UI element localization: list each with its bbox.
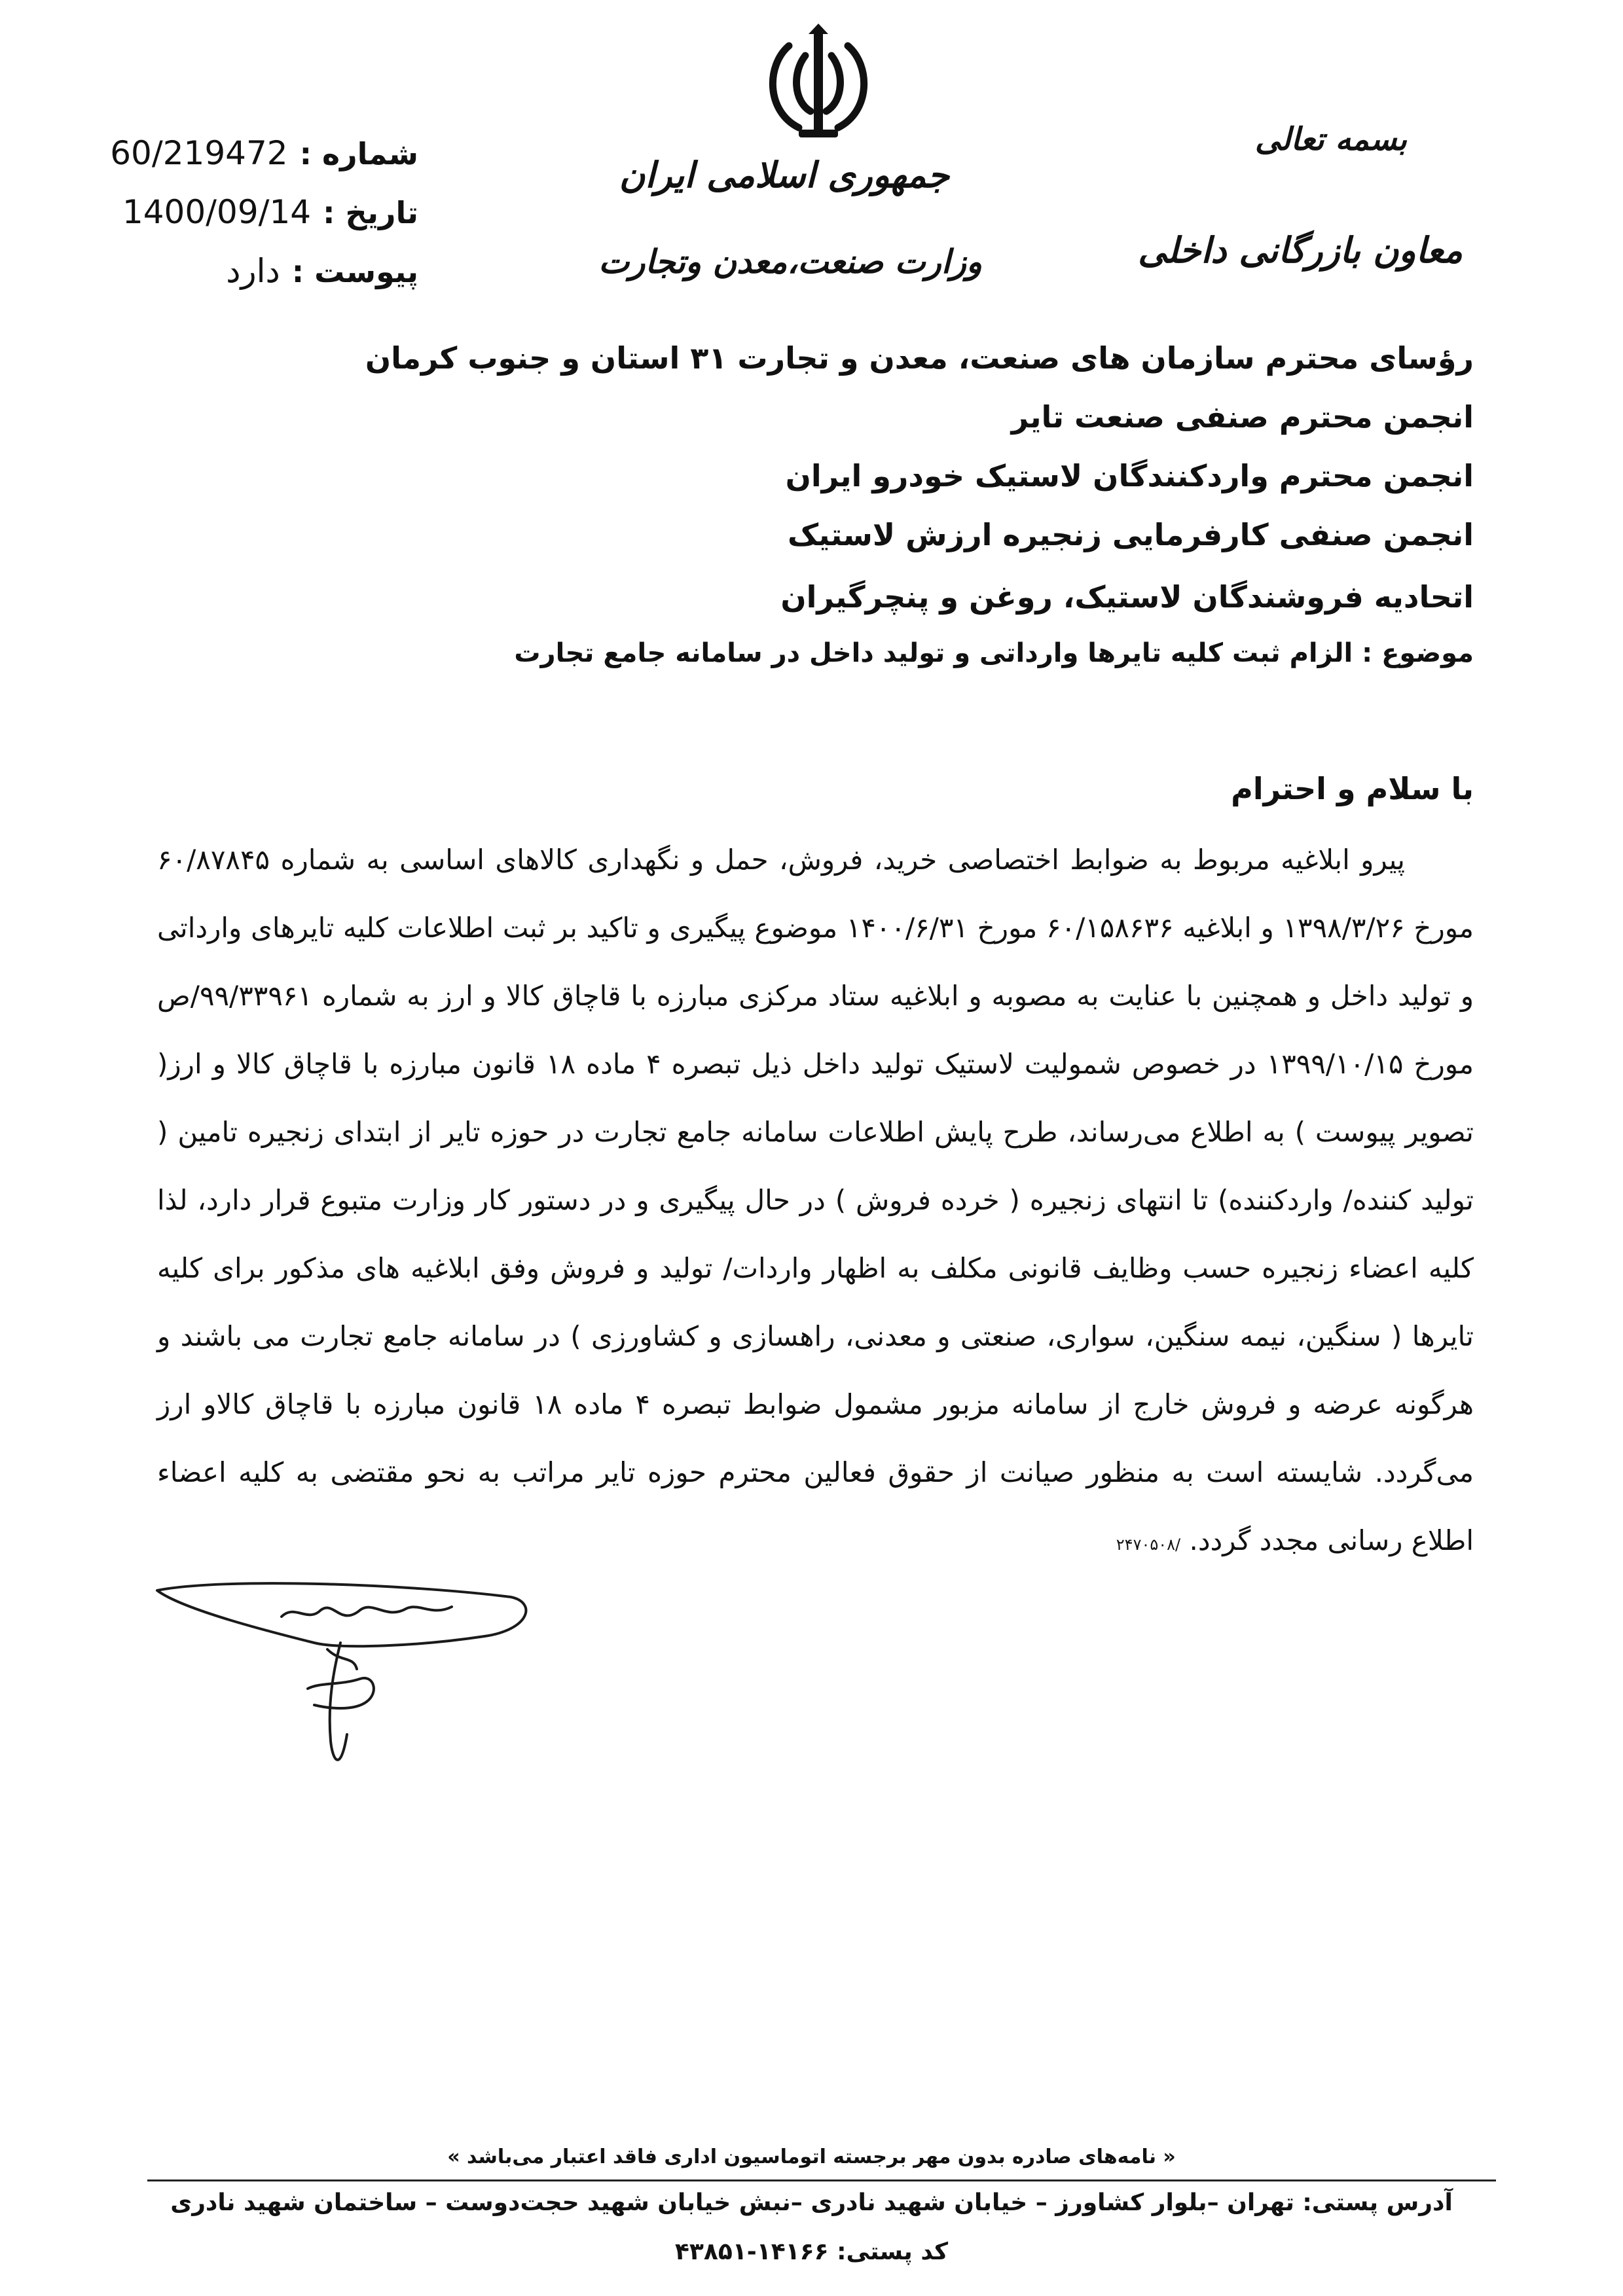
subject-line: موضوع : الزام ثبت کلیه تایرها وارداتی و تولید داخل در سامانه جامع تجارت: [514, 638, 1474, 668]
postal-address: آدرس پستی: تهران –بلوار کشاورز – خیابان شهید نادری –نبش خیابان شهید حجت‌دوست – ساختمان شهید نادری: [170, 2189, 1453, 2216]
greeting: با سلام و احترام: [1231, 771, 1474, 806]
attachment-value: دارد: [226, 252, 280, 290]
body-paragraph: [157, 826, 1474, 1579]
postal-code: کد پستی: ۱۴۱۶۶-۴۳۸۵۱: [674, 2238, 949, 2265]
recipient-line: انجمن محترم صنفی صنعت تایر: [1011, 399, 1474, 435]
letter-date: [122, 193, 418, 231]
bismillah: بسمه تعالی: [1254, 121, 1407, 158]
date-value: 1400/09/14: [122, 193, 312, 231]
deputy-title: معاون بازرگانی داخلی: [1138, 229, 1463, 271]
body-main-text: پیرو ابلاغیه مربوط به ضوابط اختصاصی خرید، فروش، حمل و نگهداری کالاهای اساسی به شماره ۶۰/۸۷۸۴۵ مورخ ۱۳۹۸/۳/۲۶ و ابلاغیه ۶۰/۱۵۸۶۳۶ مورخ ۱۴۰۰/۶/۳۱ موضوع پیگیری و تاکید بر ثبت اطلاعات کلیه تایرهای وارداتی و تولید داخل و همچنین با عنایت به مصوبه و ابلاغیه ستاد مرکزی مبارزه با قاچاق کالا و ارز به شماره ۹۹/۳۳۹۶۱/ص مورخ ۱۳۹۹/۱۰/۱۵ در خصوص شمولیت لاستیک تولید داخل ذیل تبصره ۴ ماده ۱۸ قانون مبارزه با قاچاق کالا و ارز( تصویر پیوست ) به اطلاع می‌رساند، طرح پایش اطلاعات سامانه جامع تجارت در حوزه تایر از ابتدای زنجیره تامین ( تولید کننده/ واردکننده) تا انتهای زنجیره ( خرده فروش ) در حال پیگیری و در دستور کار وزارت متبوع قرار دارد، لذا کلیه اعضاء زنجیره حسب وظایف قانونی مکلف به اظهار واردات/ تولید و فروش وفق ابلاغیه های مذکور برای کلیه تایرها ( سنگین، نیمه سنگین، سواری، صنعتی و معدنی، راهسازی و کشاورزی ) در سامانه جامع تجارت می باشند و هرگونه عرضه و فروش خارج از سامانه مزبور مشمول ضوابط تبصره ۴ ماده ۱۸ قانون مبارزه با قاچاق کالاو ارز می‌گردد. شایسته است به منظور صیانت از حقوق فعالین محترم حوزه تایر مراتب به نحو مقتضی به کلیه اعضاء اطلاع رسانی مجدد گردد.: [157, 844, 1474, 1556]
recipient-line: انجمن محترم واردکنندگان لاستیک خودرو ایران: [785, 458, 1474, 493]
recipient-line: رؤسای محترم سازمان های صنعت، معدن و تجارت ۳۱ استان و جنوب کرمان: [365, 340, 1474, 376]
footer-divider: [147, 2179, 1496, 2181]
attachment-label: پیوست :: [291, 254, 418, 289]
reference-code: /۲۴۷۰۵۰۸: [1116, 1535, 1181, 1554]
ministry-name: وزارت صنعت،معدن وتجارت: [598, 242, 982, 281]
number-label: شماره :: [299, 136, 418, 171]
stamp-validity-note: « نامه‌های صادره بدون مهر برجسته اتوماسیون اداری فاقد اعتبار می‌باشد »: [447, 2145, 1176, 2168]
letter-body: [157, 826, 1474, 1579]
number-value: 60/219472: [110, 134, 288, 172]
republic-name: جمهوری اسلامی ایران: [619, 154, 949, 196]
letter-attachment: [226, 252, 418, 290]
letter-number: [110, 134, 418, 172]
handwritten-signature: [144, 1571, 550, 1787]
date-label: تاریخ :: [323, 195, 418, 230]
recipient-line: انجمن صنفی کارفرمایی زنجیره ارزش لاستیک: [788, 517, 1474, 552]
iran-emblem-icon: [753, 20, 884, 151]
recipient-line: اتحادیه فروشندگان لاستیک، روغن و پنچرگیران: [780, 579, 1474, 615]
